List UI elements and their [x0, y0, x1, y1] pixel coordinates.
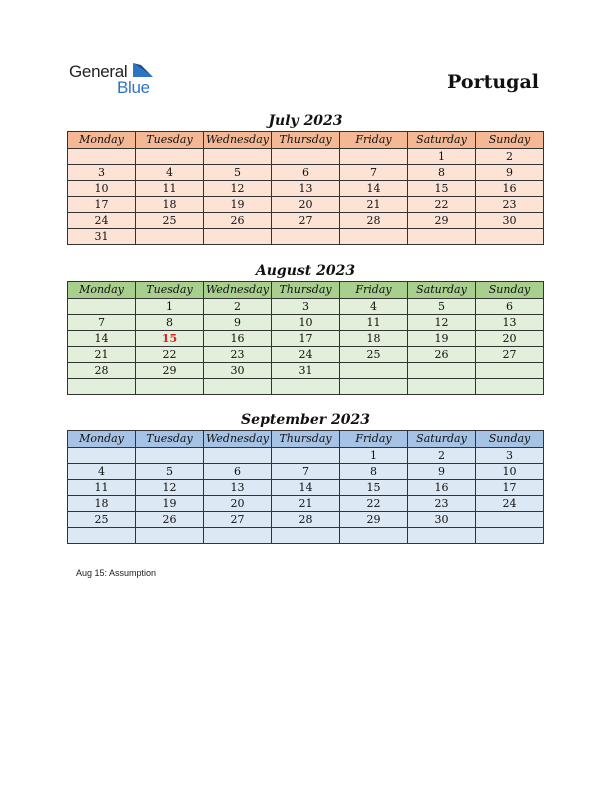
day-cell: 13 — [476, 315, 544, 331]
calendar-table — [67, 281, 544, 395]
weekday-header: Tuesday — [136, 132, 204, 149]
day-cell: 7 — [272, 464, 340, 480]
day-cell: 1 — [340, 448, 408, 464]
day-cell: 14 — [340, 181, 408, 197]
day-cell — [476, 512, 544, 528]
day-cell: 19 — [136, 496, 204, 512]
day-cell: 18 — [136, 197, 204, 213]
day-cell: 28 — [340, 213, 408, 229]
day-cell — [204, 379, 272, 395]
week-row — [68, 379, 544, 395]
day-cell: 11 — [68, 480, 136, 496]
weekday-header: Saturday — [408, 282, 476, 299]
day-cell: 2 — [204, 299, 272, 315]
day-cell: 23 — [476, 197, 544, 213]
holiday-day-cell: 15 — [136, 331, 204, 347]
day-cell: 9 — [408, 464, 476, 480]
week-row — [68, 181, 544, 197]
calendar-table — [67, 131, 544, 245]
day-cell — [340, 528, 408, 544]
weekday-header: Saturday — [408, 132, 476, 149]
month-title: July 2023 — [268, 113, 343, 129]
day-cell: 24 — [68, 213, 136, 229]
weekday-header-row — [68, 282, 544, 299]
day-cell: 11 — [136, 181, 204, 197]
logo-text-general: General — [69, 62, 128, 81]
day-cell: 10 — [68, 181, 136, 197]
day-cell: 20 — [476, 331, 544, 347]
day-cell: 3 — [476, 448, 544, 464]
day-cell: 19 — [204, 197, 272, 213]
day-cell — [408, 229, 476, 245]
week-row — [68, 165, 544, 181]
day-cell: 3 — [272, 299, 340, 315]
week-row — [68, 197, 544, 213]
country-title: Portugal — [447, 71, 539, 93]
day-cell: 30 — [204, 363, 272, 379]
weekday-header: Thursday — [272, 282, 340, 299]
calendar-table — [67, 430, 544, 544]
day-cell: 23 — [204, 347, 272, 363]
week-row — [68, 315, 544, 331]
day-cell: 28 — [272, 512, 340, 528]
day-cell — [340, 149, 408, 165]
week-row — [68, 528, 544, 544]
day-cell — [408, 379, 476, 395]
weekday-header: Friday — [340, 431, 408, 448]
weekday-header: Sunday — [476, 431, 544, 448]
day-cell: 26 — [204, 213, 272, 229]
day-cell: 12 — [408, 315, 476, 331]
day-cell: 25 — [136, 213, 204, 229]
day-cell: 7 — [68, 315, 136, 331]
day-cell: 1 — [136, 299, 204, 315]
week-row — [68, 213, 544, 229]
day-cell: 7 — [340, 165, 408, 181]
day-cell — [204, 448, 272, 464]
holiday-note: Aug 15: Assumption — [76, 568, 157, 578]
weekday-header: Thursday — [272, 431, 340, 448]
weekday-header: Friday — [340, 132, 408, 149]
logo-text-blue: Blue — [117, 78, 150, 97]
day-cell: 6 — [272, 165, 340, 181]
day-cell: 18 — [340, 331, 408, 347]
day-cell: 12 — [136, 480, 204, 496]
day-cell: 21 — [68, 347, 136, 363]
day-cell — [272, 528, 340, 544]
day-cell: 22 — [340, 496, 408, 512]
month-august — [67, 261, 544, 395]
day-cell: 16 — [408, 480, 476, 496]
day-cell — [272, 379, 340, 395]
weekday-header: Wednesday — [204, 282, 272, 299]
day-cell — [272, 149, 340, 165]
day-cell — [68, 149, 136, 165]
day-cell — [272, 229, 340, 245]
weekday-header: Monday — [68, 431, 136, 448]
day-cell: 2 — [408, 448, 476, 464]
day-cell: 24 — [272, 347, 340, 363]
week-row — [68, 512, 544, 528]
weekday-header-row — [68, 132, 544, 149]
day-cell: 18 — [68, 496, 136, 512]
day-cell: 19 — [408, 331, 476, 347]
day-cell: 8 — [136, 315, 204, 331]
day-cell: 29 — [136, 363, 204, 379]
week-row — [68, 331, 544, 347]
day-cell: 13 — [204, 480, 272, 496]
day-cell: 15 — [408, 181, 476, 197]
weekday-header: Sunday — [476, 132, 544, 149]
day-cell: 22 — [136, 347, 204, 363]
day-cell: 1 — [408, 149, 476, 165]
day-cell: 4 — [136, 165, 204, 181]
logo-triangle-icon — [133, 63, 153, 77]
day-cell: 14 — [272, 480, 340, 496]
day-cell — [204, 229, 272, 245]
day-cell — [408, 363, 476, 379]
day-cell: 29 — [408, 213, 476, 229]
day-cell: 11 — [340, 315, 408, 331]
month-july — [67, 111, 544, 245]
day-cell: 5 — [136, 464, 204, 480]
weekday-header: Monday — [68, 132, 136, 149]
week-row — [68, 347, 544, 363]
day-cell — [340, 363, 408, 379]
day-cell: 30 — [476, 213, 544, 229]
weekday-header: Wednesday — [204, 132, 272, 149]
day-cell: 8 — [408, 165, 476, 181]
month-title: September 2023 — [241, 412, 370, 428]
day-cell: 16 — [476, 181, 544, 197]
day-cell: 23 — [408, 496, 476, 512]
day-cell: 10 — [272, 315, 340, 331]
week-row — [68, 229, 544, 245]
day-cell: 14 — [68, 331, 136, 347]
day-cell — [476, 229, 544, 245]
day-cell: 30 — [408, 512, 476, 528]
day-cell — [136, 528, 204, 544]
day-cell: 9 — [476, 165, 544, 181]
day-cell: 27 — [204, 512, 272, 528]
day-cell: 10 — [476, 464, 544, 480]
day-cell — [136, 229, 204, 245]
month-title: August 2023 — [255, 263, 356, 279]
day-cell: 9 — [204, 315, 272, 331]
day-cell: 4 — [340, 299, 408, 315]
day-cell — [68, 528, 136, 544]
day-cell: 29 — [340, 512, 408, 528]
weekday-header: Tuesday — [136, 282, 204, 299]
day-cell: 28 — [68, 363, 136, 379]
day-cell: 15 — [340, 480, 408, 496]
day-cell — [204, 149, 272, 165]
week-row — [68, 496, 544, 512]
weekday-header: Thursday — [272, 132, 340, 149]
day-cell: 17 — [68, 197, 136, 213]
day-cell: 25 — [340, 347, 408, 363]
day-cell: 20 — [204, 496, 272, 512]
weekday-header: Sunday — [476, 282, 544, 299]
day-cell: 4 — [68, 464, 136, 480]
week-row — [68, 149, 544, 165]
day-cell: 22 — [408, 197, 476, 213]
day-cell: 27 — [272, 213, 340, 229]
weekday-header: Tuesday — [136, 431, 204, 448]
day-cell — [68, 379, 136, 395]
day-cell: 8 — [340, 464, 408, 480]
weekday-header-row — [68, 431, 544, 448]
logo — [69, 62, 169, 98]
day-cell — [272, 448, 340, 464]
day-cell: 16 — [204, 331, 272, 347]
day-cell: 2 — [476, 149, 544, 165]
day-cell: 31 — [272, 363, 340, 379]
weekday-header: Saturday — [408, 431, 476, 448]
day-cell — [476, 379, 544, 395]
day-cell: 20 — [272, 197, 340, 213]
day-cell — [340, 379, 408, 395]
day-cell — [68, 299, 136, 315]
day-cell: 26 — [408, 347, 476, 363]
week-row — [68, 299, 544, 315]
day-cell: 21 — [340, 197, 408, 213]
weekday-header: Friday — [340, 282, 408, 299]
day-cell: 3 — [68, 165, 136, 181]
day-cell: 24 — [476, 496, 544, 512]
day-cell: 5 — [204, 165, 272, 181]
month-september — [67, 410, 544, 544]
day-cell: 25 — [68, 512, 136, 528]
day-cell — [340, 229, 408, 245]
day-cell — [476, 528, 544, 544]
day-cell: 27 — [476, 347, 544, 363]
day-cell: 17 — [272, 331, 340, 347]
day-cell — [408, 528, 476, 544]
weekday-header: Wednesday — [204, 431, 272, 448]
day-cell: 5 — [408, 299, 476, 315]
weekday-header: Monday — [68, 282, 136, 299]
week-row — [68, 363, 544, 379]
day-cell — [476, 363, 544, 379]
day-cell — [136, 448, 204, 464]
day-cell: 17 — [476, 480, 544, 496]
day-cell: 21 — [272, 496, 340, 512]
day-cell: 6 — [204, 464, 272, 480]
day-cell — [136, 149, 204, 165]
day-cell: 6 — [476, 299, 544, 315]
week-row — [68, 448, 544, 464]
week-row — [68, 480, 544, 496]
day-cell: 26 — [136, 512, 204, 528]
week-row — [68, 464, 544, 480]
day-cell — [136, 379, 204, 395]
day-cell: 13 — [272, 181, 340, 197]
day-cell: 12 — [204, 181, 272, 197]
day-cell — [204, 528, 272, 544]
day-cell — [68, 448, 136, 464]
day-cell: 31 — [68, 229, 136, 245]
